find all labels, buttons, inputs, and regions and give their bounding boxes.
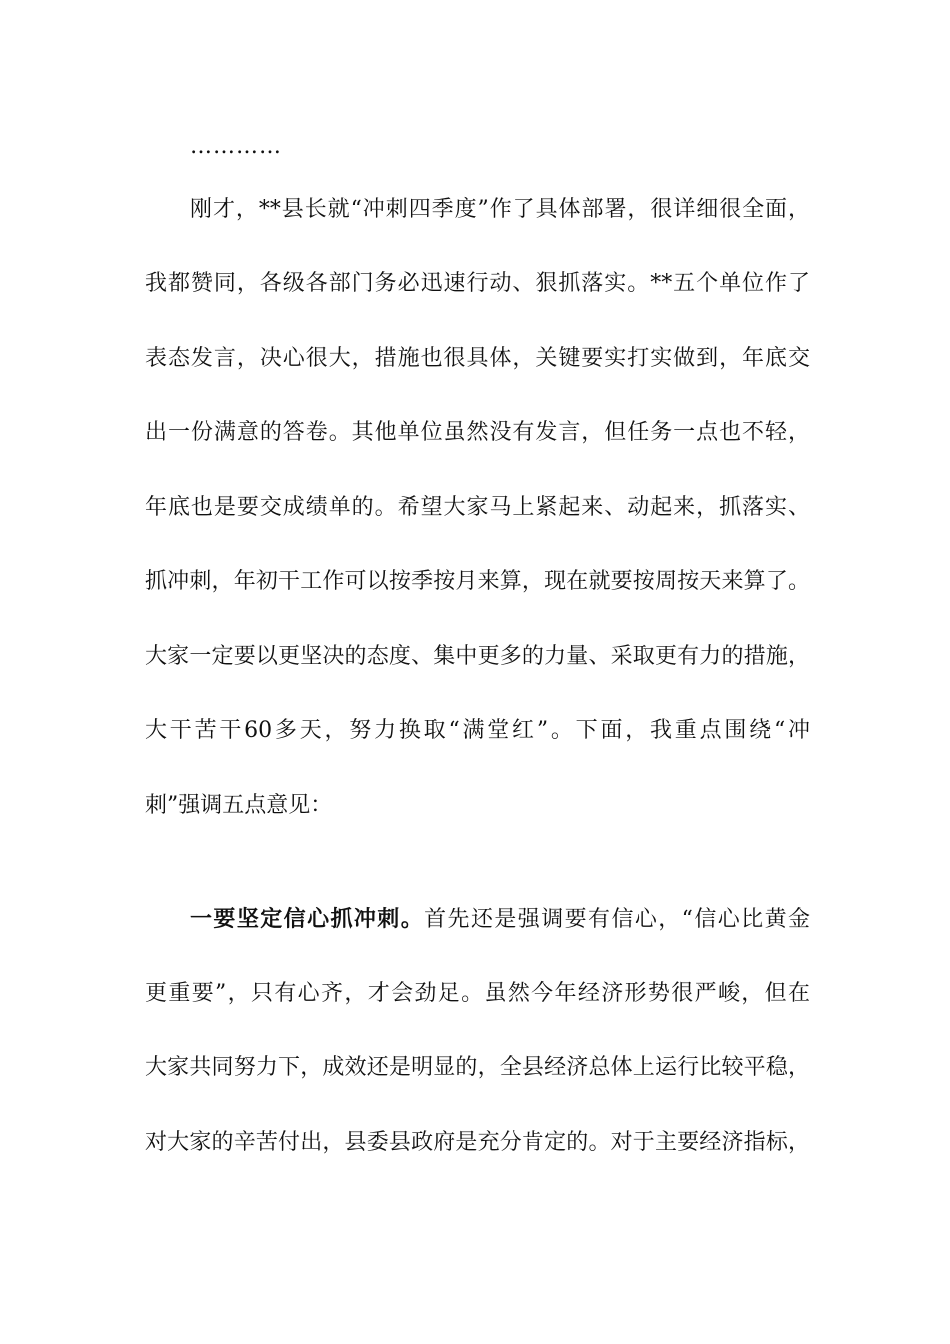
paragraph-text: 首先还是强调要有信心，“信心比黄金 xyxy=(424,907,810,932)
paragraph-line: 刺”强调五点意见： xyxy=(145,793,333,818)
paragraph-line: 大干苦干60多天，努力换取“满堂红”。下面，我重点围绕“冲 xyxy=(145,718,810,743)
paragraph-line: 出一份满意的答卷。其他单位虽然没有发言，但任务一点也不轻， xyxy=(145,420,810,445)
paragraph-line: 表态发言，决心很大，措施也很具体，关键要实打实做到，年底交 xyxy=(145,346,810,371)
paragraph-line: 我都赞同，各级各部门务必迅速行动、狠抓落实。**五个单位作了 xyxy=(145,271,810,296)
paragraph-first-line xyxy=(190,904,810,935)
paragraph-line: 抓冲刺，年初干工作可以按季按月来算，现在就要按周按天来算了。 xyxy=(145,569,810,594)
paragraph-line: 年底也是要交成绩单的。希望大家马上紧起来、动起来，抓落实、 xyxy=(145,495,810,520)
paragraph-line: 大家一定要以更坚决的态度、集中更多的力量、采取更有力的措施， xyxy=(145,644,810,669)
paragraph-line: 更重要”，只有心齐，才会劲足。虽然今年经济形势很严峻，但在 xyxy=(145,981,810,1006)
section-heading: 一要坚定信心抓冲刺。 xyxy=(190,906,425,932)
paragraph-line: 对大家的辛苦付出，县委县政府是充分肯定的。对于主要经济指标， xyxy=(145,1130,810,1155)
paragraph-line: 大家共同努力下，成效还是明显的，全县经济总体上运行比较平稳， xyxy=(145,1055,810,1080)
ellipsis-marker: ………… xyxy=(190,134,282,159)
paragraph-line: 刚才，**县长就“冲刺四季度”作了具体部署，很详细很全面， xyxy=(190,197,810,222)
